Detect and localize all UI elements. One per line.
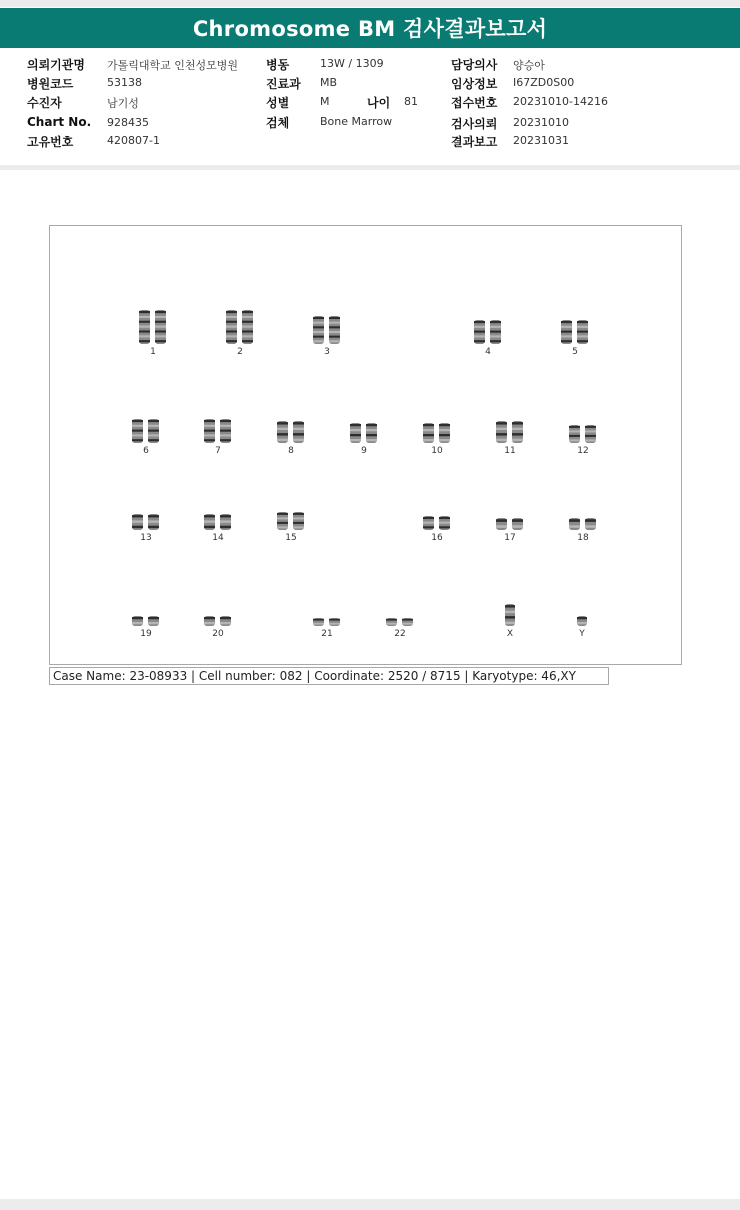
chromosome-label: 2	[237, 347, 243, 357]
sex-value: M	[320, 95, 330, 108]
specimen-value: Bone Marrow	[320, 115, 393, 128]
report-title: Chromosome BM 검사결과보고서	[0, 8, 740, 48]
chromosome-image	[349, 423, 379, 443]
chromosome-6	[126, 419, 166, 456]
ward-label: 병동	[266, 58, 290, 72]
doctor-value: 양승아	[513, 59, 545, 72]
chromosome-y	[562, 616, 602, 639]
chromosome-image	[385, 618, 415, 626]
receipt-label: 접수번호	[451, 96, 498, 110]
chromosome-image	[312, 618, 342, 626]
chart-no-label: Chart No.	[27, 115, 92, 129]
chromosome-image	[495, 518, 525, 530]
result-label: 결과보고	[451, 135, 498, 149]
chromosome-label: 18	[577, 533, 589, 543]
dept-value: MB	[320, 76, 338, 89]
chromosome-19	[126, 616, 166, 639]
request-label: 검사의뢰	[451, 117, 498, 131]
chromosome-16	[417, 516, 457, 543]
chromosome-image	[131, 419, 161, 443]
chromosome-11	[490, 421, 530, 456]
request-value: 20231010	[513, 116, 569, 129]
chromosome-label: 20	[212, 629, 224, 639]
chromosome-label: 14	[212, 533, 224, 543]
top-rule	[0, 0, 740, 7]
unique-no-value: 420807-1	[107, 134, 160, 147]
chromosome-label: 7	[215, 446, 221, 456]
chromosome-3	[307, 316, 347, 357]
chromosome-image	[138, 310, 168, 344]
chromosome-label: 5	[572, 347, 578, 357]
chromosome-label: 3	[324, 347, 330, 357]
chromosome-label: Y	[579, 629, 585, 639]
chromosome-image	[312, 316, 342, 344]
header-divider	[0, 165, 740, 170]
chromosome-label: 11	[504, 446, 516, 456]
chromosome-21	[307, 618, 347, 639]
chromosome-image	[131, 616, 161, 626]
patient-name-value: 남기성	[107, 97, 139, 110]
chromosome-image	[422, 516, 452, 530]
chromosome-12	[563, 425, 603, 456]
chromosome-label: 15	[285, 533, 297, 543]
clinical-label: 임상정보	[451, 77, 498, 91]
karyogram	[49, 225, 682, 665]
chromosome-image	[131, 514, 161, 530]
ward-value: 13W / 1309	[320, 57, 384, 70]
chromosome-image	[276, 421, 306, 443]
chromosome-label: 9	[361, 446, 367, 456]
chromosome-image	[568, 425, 598, 443]
chromosome-20	[198, 616, 238, 639]
clinical-value: I67ZD0S00	[513, 76, 575, 89]
chromosome-image	[568, 518, 598, 530]
chromosome-image	[203, 514, 233, 530]
chromosome-label: 12	[577, 446, 589, 456]
chromosome-label: 4	[485, 347, 491, 357]
chromosome-22	[380, 618, 420, 639]
chromosome-15	[271, 512, 311, 543]
age-value: 81	[404, 95, 418, 108]
chromosome-image	[495, 421, 525, 443]
chromosome-14	[198, 514, 238, 543]
hospital-code-value: 53138	[107, 76, 142, 89]
specimen-label: 검체	[266, 116, 290, 130]
chromosome-17	[490, 518, 530, 543]
result-value: 20231031	[513, 134, 569, 147]
institution-label: 의뢰기관명	[27, 58, 85, 72]
chromosome-label: X	[506, 629, 514, 639]
chart-no-value: 928435	[107, 116, 149, 129]
chromosome-1	[133, 310, 173, 357]
dept-label: 진료과	[266, 77, 301, 91]
chromosome-label: 17	[504, 533, 516, 543]
chromosome-label: 16	[431, 533, 443, 543]
chromosome-label: 19	[140, 629, 152, 639]
chromosome-label: 10	[431, 446, 443, 456]
chromosome-x	[490, 604, 530, 639]
bottom-rule	[0, 1199, 740, 1210]
chromosome-image	[575, 616, 589, 626]
chromosome-9	[344, 423, 384, 456]
chromosome-image	[276, 512, 306, 530]
chromosome-image	[203, 419, 233, 443]
chromosome-image	[203, 616, 233, 626]
chromosome-label: 22	[394, 629, 406, 639]
chromosome-5	[555, 320, 595, 357]
doctor-label: 담당의사	[451, 58, 498, 72]
patient-label: 수진자	[27, 96, 62, 110]
chromosome-18	[563, 518, 603, 543]
chromosome-label: 1	[150, 347, 156, 357]
chromosome-4	[468, 320, 508, 357]
unique-no-label: 고유번호	[27, 135, 74, 149]
chromosome-2	[220, 310, 260, 357]
chromosome-7	[198, 419, 238, 456]
sex-label: 성별	[266, 96, 290, 110]
receipt-value: 20231010-14216	[513, 95, 608, 108]
chromosome-label: 8	[288, 446, 294, 456]
case-info-bar: Case Name: 23-08933 | Cell number: 082 | Coordinate: 2520 / 8715 | Karyotype: 46,XY	[49, 667, 609, 685]
chromosome-image	[503, 604, 517, 626]
chromosome-8	[271, 421, 311, 456]
chromosome-image	[225, 310, 255, 344]
chromosome-10	[417, 423, 457, 456]
chromosome-label: 21	[321, 629, 333, 639]
chromosome-image	[473, 320, 503, 344]
institution-value: 가톨릭대학교 인천성모병원	[107, 59, 239, 72]
chromosome-image	[422, 423, 452, 443]
patient-info	[0, 48, 740, 166]
chromosome-label: 6	[143, 446, 149, 456]
chromosome-13	[126, 514, 166, 543]
age-label: 나이	[367, 96, 391, 110]
chromosome-label: 13	[140, 533, 152, 543]
chromosome-image	[560, 320, 590, 344]
hospital-code-label: 병원코드	[27, 77, 74, 91]
